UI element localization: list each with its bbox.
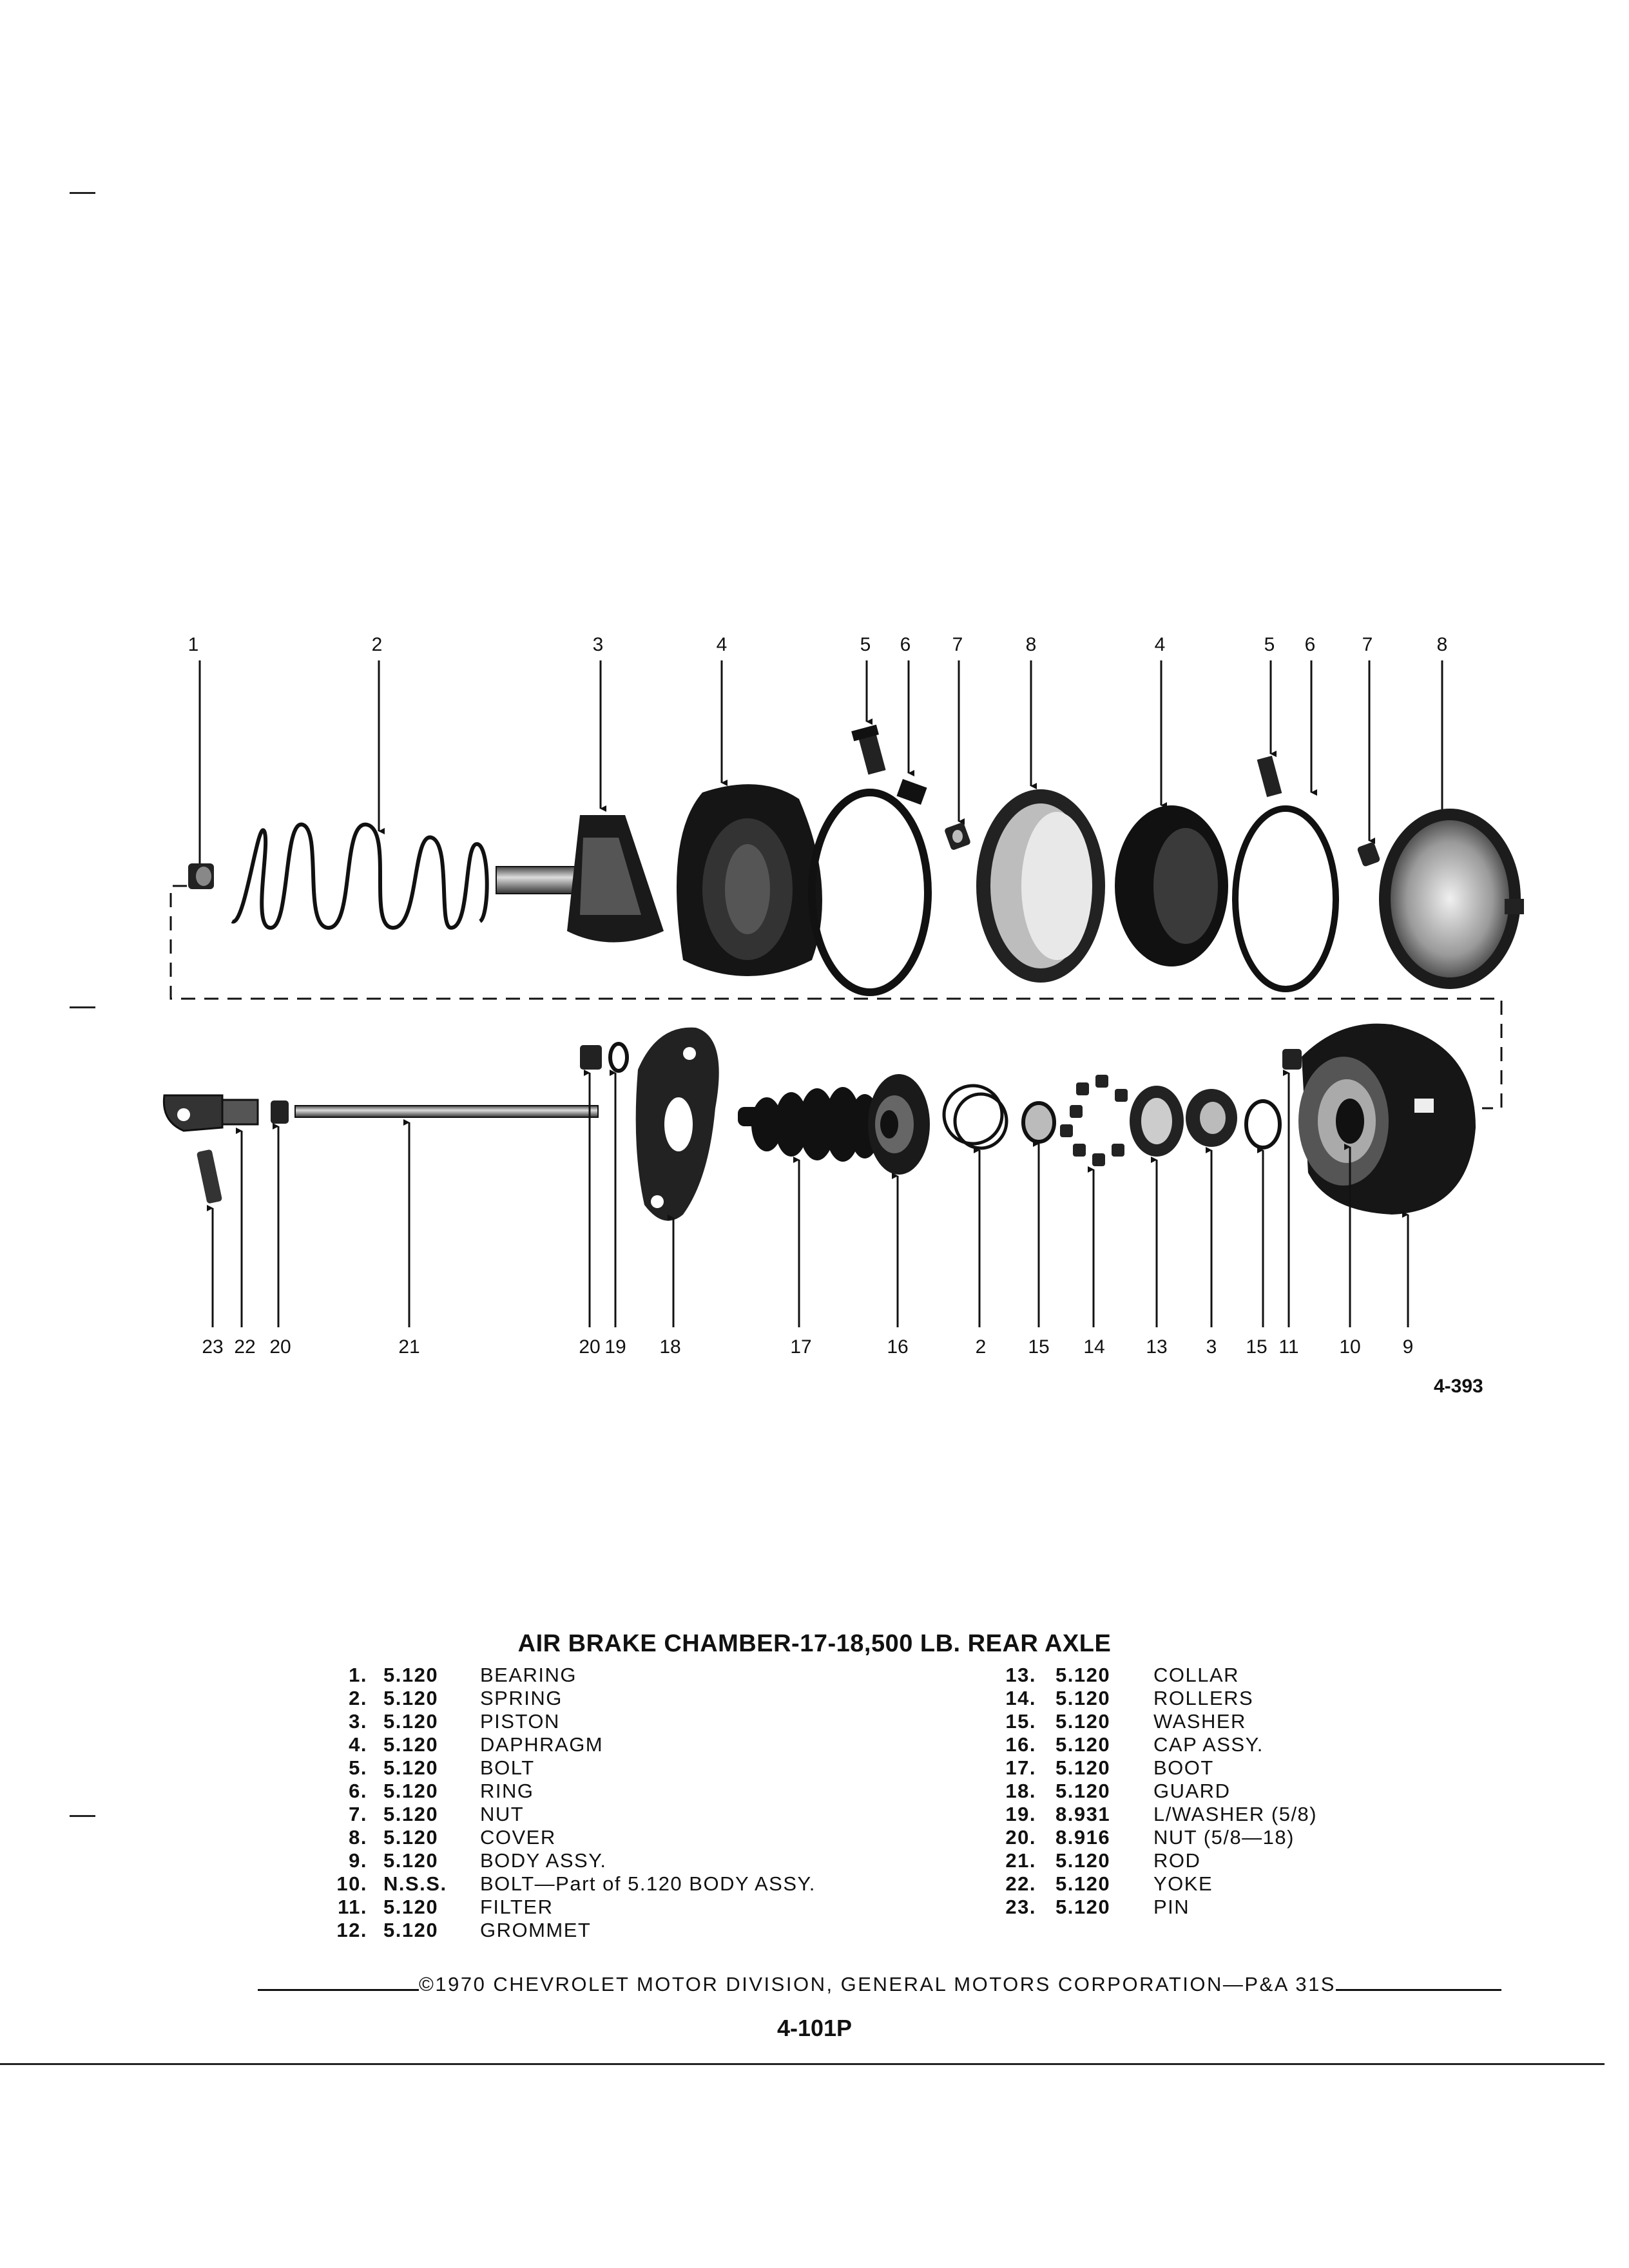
part-guard [636,1028,719,1221]
item-description: BOOT [1153,1756,1214,1779]
item-number: 6. [349,1780,367,1802]
item-description: ROLLERS [1153,1687,1254,1709]
callout-bottom: 22 [234,1336,256,1358]
part-nut [271,1100,289,1124]
part-collar [1130,1086,1184,1157]
callout-top: 5 [860,634,871,655]
part-cap-assy [868,1074,930,1175]
list-item [992,1664,1495,1687]
list-item [992,1849,1495,1872]
part-bearing [188,863,214,889]
callout-top: 7 [1362,634,1373,655]
part-body-assy [1298,1024,1476,1215]
item-number: 7. [349,1803,367,1825]
callout-bottom: 2 [975,1336,987,1358]
list-item [992,1733,1495,1756]
group-number: 5.120 [1055,1687,1111,1709]
callout-bottom: 20 [579,1336,601,1358]
item-description: NUT [480,1803,525,1825]
item-description: WASHER [1153,1710,1246,1733]
page-title: AIR BRAKE CHAMBER-17-18,500 LB. REAR AXLE [517,1630,1112,1657]
callout-bottom: 17 [790,1336,812,1358]
callout-top: 7 [952,634,963,655]
item-description: L/WASHER (5/8) [1153,1803,1318,1825]
callout-top: 8 [1025,634,1037,655]
group-number: 5.120 [383,1780,439,1802]
group-number: 5.120 [1055,1872,1111,1895]
top-leader-lines [200,660,1442,886]
bottom-callout-labels [202,1336,1413,1358]
list-item [992,1756,1495,1780]
item-number: 17. [1005,1756,1036,1779]
list-item [323,1896,903,1919]
callout-top: 6 [900,634,911,655]
item-number: 16. [1005,1733,1036,1756]
bottom-divider [0,2063,1605,2065]
item-description: NUT (5/8—18) [1153,1826,1295,1849]
item-number: 8. [349,1826,367,1849]
callout-bottom: 23 [202,1336,224,1358]
group-number: 5.120 [383,1826,439,1849]
item-number: 13. [1005,1664,1036,1686]
group-number: 5.120 [1055,1780,1111,1802]
top-row-parts [188,725,1524,992]
item-number: 12. [336,1919,367,1941]
top-callout-labels [188,634,1448,655]
callout-top: 8 [1436,634,1448,655]
list-item [323,1919,903,1942]
part-cover [1379,809,1524,989]
item-number: 19. [1005,1803,1036,1825]
group-number: 5.120 [1055,1710,1111,1733]
item-description: BOLT—Part of 5.120 BODY ASSY. [480,1872,816,1895]
part-ring [812,793,928,992]
callout-top: 4 [1154,634,1166,655]
item-number: 20. [1005,1826,1036,1849]
list-item [323,1687,903,1710]
part-bolt [851,725,885,775]
group-number: N.S.S. [383,1872,447,1895]
assembly-path [171,886,1501,1108]
list-item [323,1756,903,1780]
list-item [992,1710,1495,1733]
part-rod [295,1106,598,1117]
group-number: 5.120 [383,1803,439,1825]
list-item [323,1733,903,1756]
list-item [323,1872,903,1896]
part-pin [197,1149,223,1204]
item-description: CAP ASSY. [1153,1733,1264,1756]
callout-bottom: 10 [1339,1336,1361,1358]
item-number: 5. [349,1756,367,1779]
list-item [992,1780,1495,1803]
part-yoke [164,1095,258,1131]
list-item [323,1710,903,1733]
part-nut [944,822,971,851]
list-item [323,1780,903,1803]
group-number: 8.931 [1055,1803,1111,1825]
group-number: 5.120 [383,1710,439,1733]
callout-top: 6 [1304,634,1316,655]
group-number: 5.120 [383,1664,439,1686]
part-washer [1023,1103,1054,1142]
item-number: 11. [338,1896,367,1918]
callout-bottom: 20 [269,1336,291,1358]
part-diaphragm [677,784,822,976]
callout-bottom: 9 [1402,1336,1414,1358]
list-item [323,1849,903,1872]
part-cover [976,789,1105,983]
item-description: BODY ASSY. [480,1849,607,1872]
list-item [323,1664,903,1687]
group-number: 5.120 [1055,1756,1111,1779]
part-lockwasher [610,1044,627,1071]
list-item [323,1826,903,1849]
item-number: 23. [1005,1896,1036,1918]
part-filter [1282,1049,1302,1070]
group-number: 5.120 [383,1896,439,1918]
item-description: PISTON [480,1710,560,1733]
callout-bottom: 18 [659,1336,681,1358]
item-description: COLLAR [1153,1664,1240,1686]
part-nut [1356,841,1380,867]
group-number: 5.120 [383,1849,439,1872]
item-number: 3. [349,1710,367,1733]
item-description: YOKE [1153,1872,1213,1895]
item-description: PIN [1153,1896,1190,1918]
callout-bottom: 11 [1278,1336,1299,1358]
bottom-row-parts [164,1024,1476,1221]
group-number: 5.120 [383,1733,439,1756]
group-number: 5.120 [1055,1664,1111,1686]
item-description: ROD [1153,1849,1201,1872]
callout-bottom: 15 [1246,1336,1268,1358]
page-number: 4-101P [776,2015,853,2041]
item-number: 10. [336,1872,367,1895]
callout-bottom: 19 [604,1336,626,1358]
callout-bottom: 14 [1083,1336,1105,1358]
list-item [992,1896,1495,1919]
item-number: 18. [1005,1780,1036,1802]
part-diaphragm [1115,805,1228,966]
list-item [992,1687,1495,1710]
group-number: 8.916 [1055,1826,1111,1849]
figure-number: 4-393 [1434,1376,1483,1397]
group-number: 5.120 [1055,1733,1111,1756]
item-number: 1. [349,1664,367,1686]
item-number: 4. [349,1733,367,1756]
part-washer [1246,1101,1280,1148]
item-number: 2. [349,1687,367,1709]
group-number: 5.120 [383,1756,439,1779]
part-boot [738,1087,880,1162]
part-bolt [1257,756,1282,797]
part-piston [1186,1089,1237,1147]
group-number: 5.120 [383,1687,439,1709]
item-description: SPRING [480,1687,563,1709]
callout-top: 3 [592,634,604,655]
item-number: 22. [1005,1872,1036,1895]
item-description: DAPHRAGM [480,1733,604,1756]
callout-top: 4 [716,634,728,655]
item-description: BOLT [480,1756,535,1779]
part-nut [580,1045,602,1070]
item-description: GROMMET [480,1919,592,1941]
part-ring [1235,809,1336,989]
part-rollers [1060,1075,1128,1166]
item-description: GUARD [1153,1780,1231,1802]
group-number: 5.120 [1055,1896,1111,1918]
rule-left [258,1989,419,1991]
margin-mark-bottom [70,1815,95,1817]
copyright-line [258,1973,1501,1996]
part-spring [232,825,487,928]
group-number: 5.120 [1055,1849,1111,1872]
item-number: 9. [349,1849,367,1872]
item-number: 21. [1005,1849,1036,1872]
callout-bottom: 3 [1206,1336,1217,1358]
callout-top: 5 [1264,634,1275,655]
list-item [323,1803,903,1826]
callout-bottom: 13 [1146,1336,1168,1358]
list-item [992,1872,1495,1896]
item-description: BEARING [480,1664,577,1686]
rule-right [1336,1989,1501,1991]
list-item [992,1803,1495,1826]
callout-bottom: 21 [398,1336,420,1358]
item-number: 15. [1005,1710,1036,1733]
callout-bottom: 16 [887,1336,909,1358]
item-description: RING [480,1780,534,1802]
parts-list-right [992,1664,1495,1921]
callout-top: 1 [188,634,199,655]
part-piston [496,815,664,943]
callout-top: 2 [371,634,383,655]
item-description: FILTER [480,1896,554,1918]
item-description: COVER [480,1826,556,1849]
item-number: 14. [1005,1687,1036,1709]
list-item [992,1826,1495,1849]
group-number: 5.120 [383,1919,439,1941]
copyright-text: ©1970 CHEVROLET MOTOR DIVISION, GENERAL MOTORS CORPORATION—P&A 31S [419,1973,1336,1995]
callout-bottom: 15 [1028,1336,1050,1358]
parts-list-left [323,1664,903,1966]
